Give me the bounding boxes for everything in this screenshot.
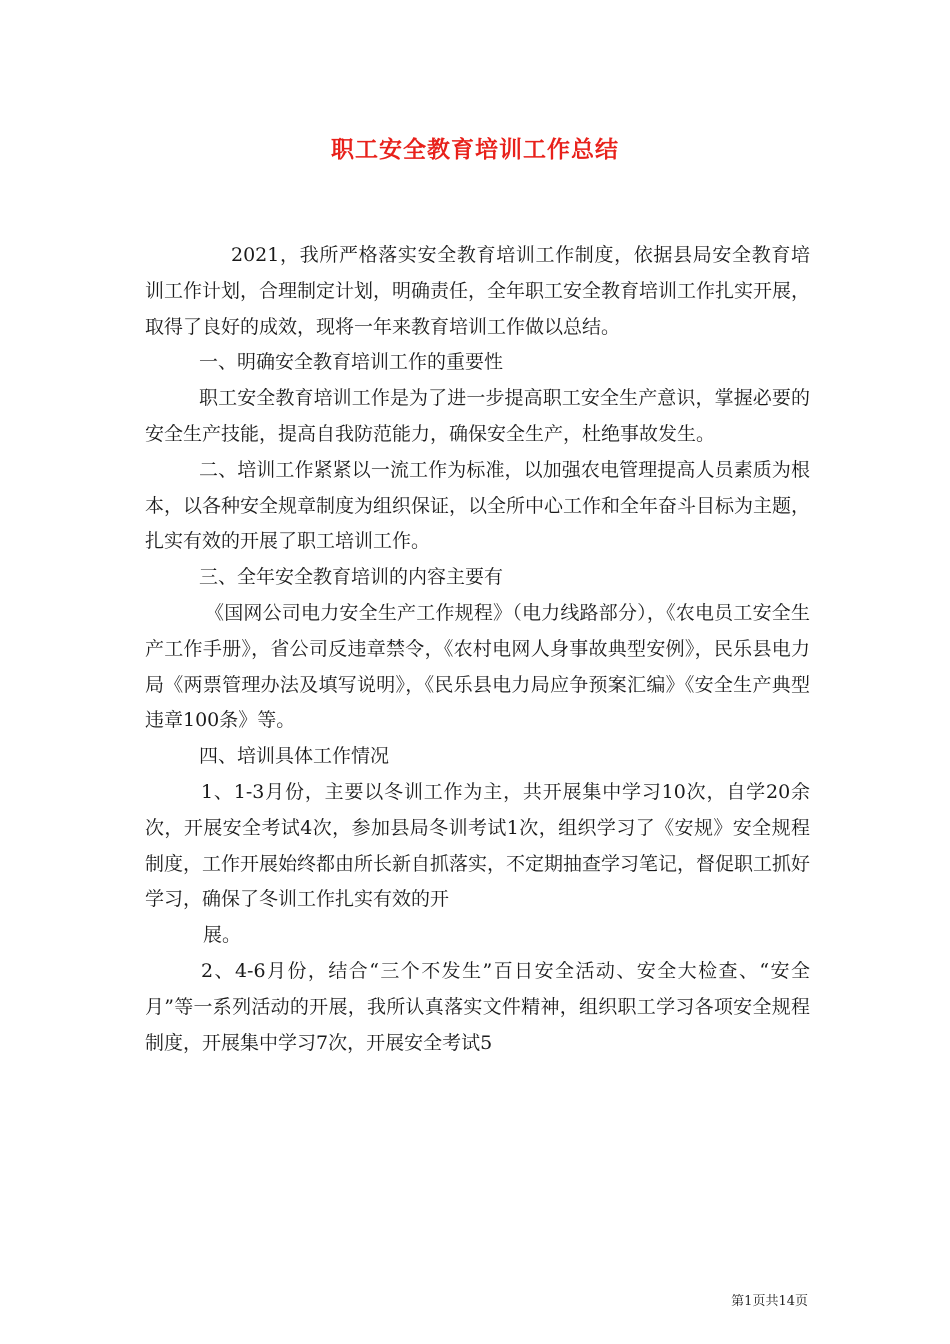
body-paragraph-4: 1、1-3月份，主要以冬训工作为主，共开展集中学习10次，自学20余次，开展安全考试4次，参加县局冬训考试1次，组织学习了《安规》安全规程制度，工作开展始终都由所长新自抓落实，不定期抽查学习笔记，督促职工抓好学习，确保了冬训工作扎实有效的开 <box>145 780 811 911</box>
body-paragraph-5: 2、4-6月份，结合“三个不发生”百日安全活动、安全大检查、“安全月”等一系列活动的开展，我所认真落实文件精神，组织职工学习各项安全规程制度，开展集中学习7次，开展安全考试5 <box>145 959 810 1054</box>
section-heading-3: 三、全年安全教育培训的内容主要有 <box>199 566 504 589</box>
body-paragraph-4-continuation: 展。 <box>203 924 242 947</box>
section-heading-4: 四、培训具体工作情况 <box>199 745 390 768</box>
page-number: 第1页共14页 <box>731 1294 808 1309</box>
document-title: 职工安全教育培训工作总结 <box>331 136 619 163</box>
section-heading-1: 一、明确安全教育培训工作的重要性 <box>199 351 504 374</box>
body-paragraph-1: 职工安全教育培训工作是为了进一步提高职工安全生产意识，掌握必要的安全生产技能，提高自我防范能力，确保安全生产，杜绝事故发生。 <box>145 387 810 445</box>
intro-paragraph: 2021，我所严格落实安全教育培训工作制度，依据县局安全教育培训工作计划，合理制定计划，明确责任，全年职工安全教育培训工作扎实开展，取得了良好的成效，现将一年来教育培训工作做以总结。 <box>145 244 811 338</box>
document-body <box>145 238 810 1061</box>
body-paragraph-2: 二、培训工作紧紧以一流工作为标准，以加强农电管理提高人员素质为根本，以各种安全规章制度为组织保证，以全所中心工作和全年奋斗目标为主题，扎实有效的开展了职工培训工作。 <box>145 458 811 553</box>
body-paragraph-3: 《国网公司电力安全生产工作规程》（电力线路部分），《农电员工安全生产工作手册》，省公司反违章禁令，《农村电网人身事故典型安例》，民乐县电力局《两票管理办法及填写说明》，《民乐县电力局应争预案汇编》《安全生产典型违章100条》等。 <box>145 601 810 732</box>
